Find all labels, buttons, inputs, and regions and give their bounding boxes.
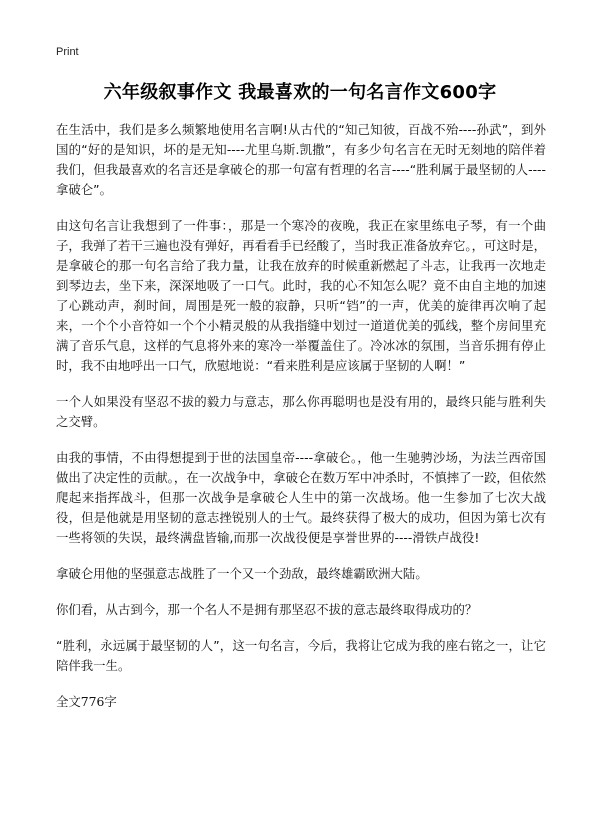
paragraph-6: 你们看，从古到今，那一个名人不是拥有那坚忍不拔的意志最终取得成功的？	[56, 602, 478, 617]
article-body	[56, 120, 546, 728]
print-label[interactable]: Print	[56, 46, 79, 58]
article-title: 六年级叙事作文 我最喜欢的一句名言作文600字	[103, 82, 497, 103]
word-count: 全文776字	[56, 694, 117, 709]
paragraph-4: 由我的事情，不由得想提到于世的法国皇帝----拿破仑。，他一生驰骋沙场，为法兰西帝国做出了决定性的贡献。，在一次战争中，拿破仑在数万军中冲杀时，不慎摔了一跤，但依然爬起来指挥战斗，但那一次战争是拿破仑人生中的第一次战场。他一生参加了七次大战役，但是他就是用坚韧的意志挫锐别人的士气。最终获得了极大的成功，但因为第七次有一些将领的失误，最终满盘皆输,而那一次战役便是享誉世界的----滑铁卢战役!	[56, 450, 546, 545]
paragraph-7: “胜利，永远属于最坚韧的人”，这一句名言，今后，我将让它成为我的座右铭之一，让它陪伴我一生。	[56, 638, 546, 673]
paragraph-5: 拿破仑用他的坚强意志战胜了一个又一个劲敌，最终雄霸欧洲大陆。	[56, 566, 428, 581]
paragraph-1: 在生活中，我们是多么频繁地使用名言啊!从古代的“知己知彼，百战不殆----孙武”，到外国的“好的是知识，坏的是无知----尤里乌斯.凯撒”，有多少句名言在无时无刻地的陪伴着我们，但我最喜欢的名言还是拿破仑的那一句富有哲理的名言----“胜利属于最坚韧的人----拿破仑”。	[56, 122, 546, 197]
paragraph-3: 一个人如果没有坚忍不拔的毅力与意志，那么你再聪明也是没有用的，最终只能与胜利失之交臂。	[56, 394, 546, 429]
paragraph-2: 由这句名言让我想到了一件事：，那是一个寒冷的夜晚，我正在家里练电子琴，有一个曲子，我弹了若干三遍也没有弹好，再看看手已经酸了，当时我正准备放弃它。，可这时是，是拿破仑的那一句名言给了我力量，让我在放弃的时候重新燃起了斗志，让我再一次地走到琴边去，坐下来，深深地吸了一口气。此时，我的心不知怎么呢？竟不由自主地的加速了心跳动声，刹时间，周围是死一般的寂静，只听“铛”的一声，优美的旋律再次响了起来，一个个小音符如一个个小精灵般的从我指缝中划过一道道优美的弧线，整个房间里充满了音乐气息，这样的气息将外来的寒冷一举覆盖住了。冷冰冰的氛围，当音乐拥有停止时，我不由地呼出一口气，欣慰地说：“看来胜利是应该属于坚韧的人啊！”	[56, 218, 546, 373]
